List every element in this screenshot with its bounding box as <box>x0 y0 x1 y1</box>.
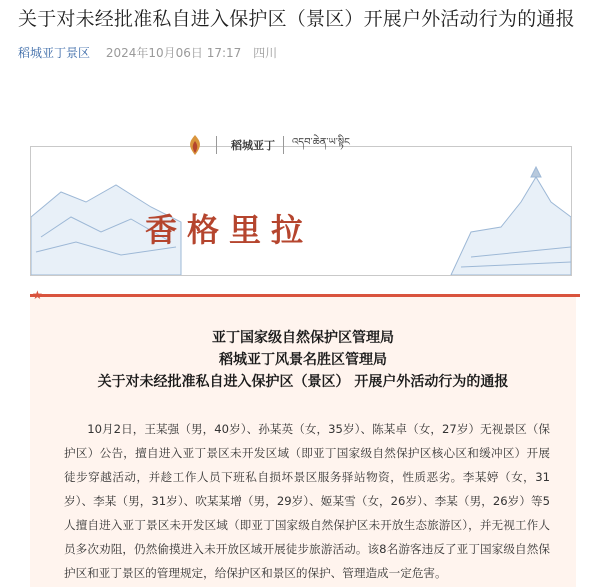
notice-org-2: 稻城亚丁风景名胜区管理局 <box>219 352 387 368</box>
brand-tibetan: འདབ་ཆེན་ཡ་སྟིང <box>292 137 350 148</box>
corner-accent <box>558 294 580 297</box>
notice-org-1: 亚丁国家级自然保护区管理局 <box>212 330 394 346</box>
article-title: 关于对未经批准私自进入保护区（景区）开展户外活动行为的通报 <box>18 8 575 30</box>
banner-slogan: 香格里拉 <box>145 211 314 249</box>
article-location: 四川 <box>253 46 278 60</box>
stupa-illustration-right <box>451 167 571 275</box>
flame-logo-icon <box>182 133 208 157</box>
article-meta <box>18 44 285 61</box>
article-source-link[interactable]: 稻城亚丁景区 <box>18 46 91 60</box>
brand-logo <box>182 132 350 158</box>
brand-name: 稻城亚丁 <box>231 139 275 152</box>
notice-card <box>30 288 576 587</box>
star-icon: ★ <box>32 288 43 302</box>
notice-heading: 关于对未经批准私自进入保护区（景区） 开展户外活动行为的通报 <box>97 374 509 390</box>
notice-body: 10月2日，王某强（男，40岁）、孙某英（女，35岁）、陈某卓（女，27岁）无视景区（保护区）公告，擅自进入亚丁景区未开发区域（即亚丁国家级自然保护区核心区和缓冲区）开展徒步穿越活动，并趁工作人员下班私自损坏景区服务驿站物资，性质恶劣。李某婷（女，31岁）、李某（男，31岁）、吹某某增（男，29岁）、姬某雪（女，26岁）、李某（男，26岁）等5人擅自进入亚丁景区未开发区域（即亚丁国家级自然保护区未开放生态旅游区），并无视工作人员多次劝阻，仍然偷摸进入未开放区域开展徒步旅游活动。该8名游客违反了亚丁国家级自然保护区和亚丁景区的管理规定，给保护区和景区的保护、管理造成一定危害。 <box>64 422 550 580</box>
article-date: 2024年10月06日 17:17 <box>105 46 242 60</box>
